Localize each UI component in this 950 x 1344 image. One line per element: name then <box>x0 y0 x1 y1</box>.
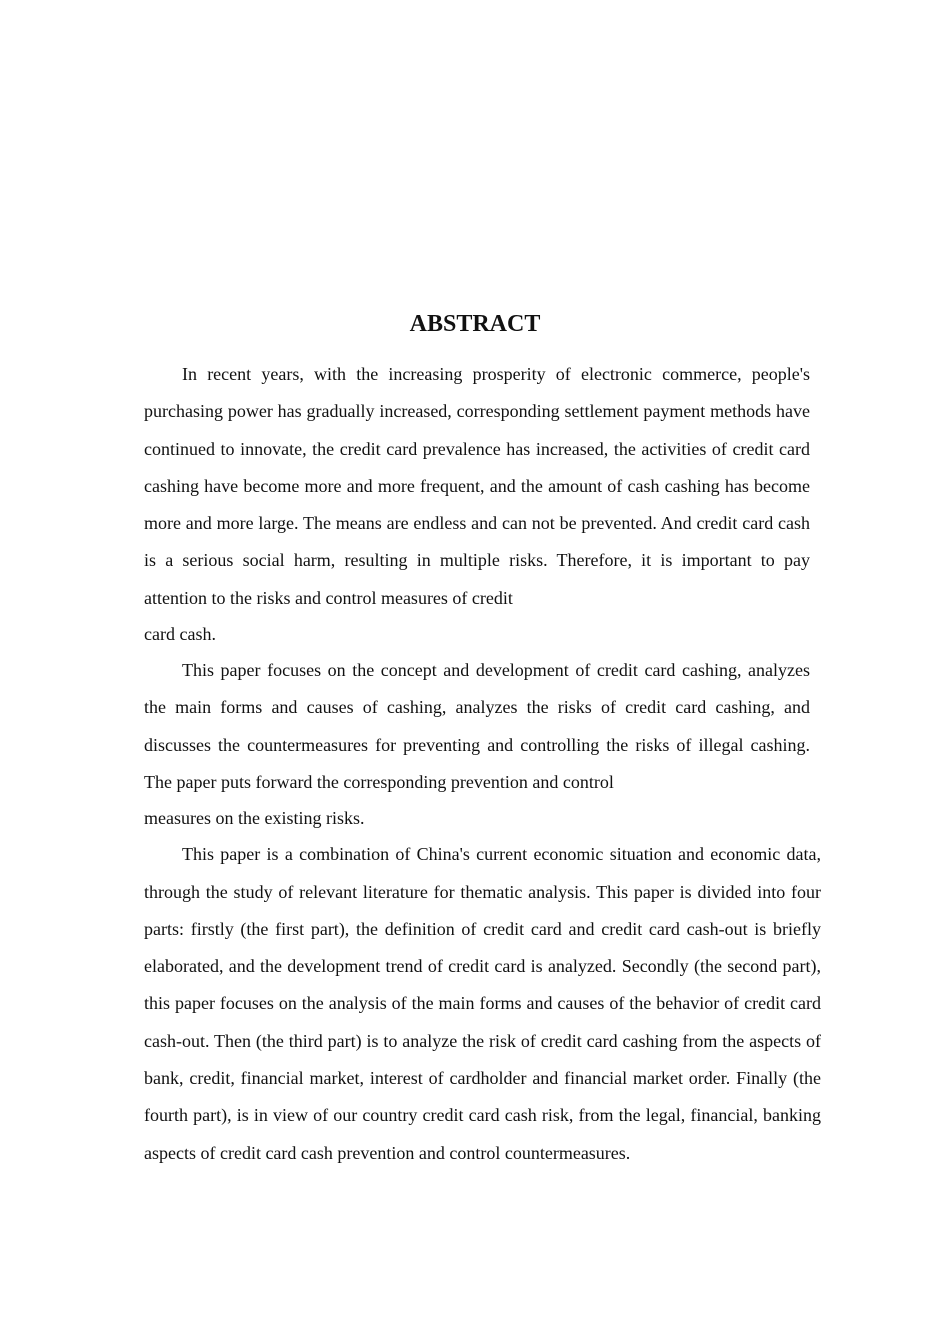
abstract-body <box>144 356 821 1172</box>
abstract-title: ABSTRACT <box>409 311 541 337</box>
abstract-paragraph-1 <box>144 356 810 652</box>
paragraph-1-last-line: card cash. <box>144 624 216 645</box>
paragraph-2-text: This paper focuses on the concept and development of credit card cashing, analyzes the main forms and causes of cashing, analyzes the risks of credit card cashing, and discusses the countermeasures for preventing and controlling the risks of illegal cashing. The paper puts forward the corresponding prevention and control <box>144 660 810 792</box>
paragraph-3-text: This paper is a combination of China's current economic situation and economic data, through the study of relevant literature for thematic analysis. This paper is divided into four parts: firstly (the first part), the definition of credit card and credit card cash-out is briefly elaborated, and the development trend of credit card is analyzed. Secondly (the second part), this paper focuses on the analysis of the main forms and causes of the behavior of credit card cash-out. Then (the third part) is to analyze the risk of credit card cashing from the aspects of bank, credit, financial market, interest of cardholder and financial market order. Finally (the fourth part), is in view of our country credit card cash risk, from the legal, financial, banking aspects of credit card cash prevention and control countermeasures. <box>144 844 821 1163</box>
abstract-paragraph-2 <box>144 652 810 836</box>
abstract-paragraph-3 <box>144 836 821 1172</box>
paragraph-1-text: In recent years, with the increasing prosperity of electronic commerce, people's purchasing power has gradually increased, corresponding settlement payment methods have continued to innovate, the credit card prevalence has increased, the activities of credit card cashing have become more and more frequent, and the amount of cash cashing has become more and more large. The means are endless and can not be prevented. And credit card cash is a serious social harm, resulting in multiple risks. Therefore, it is important to pay attention to the risks and control measures of credit <box>144 364 810 608</box>
paragraph-2-last-line: measures on the existing risks. <box>144 808 365 829</box>
